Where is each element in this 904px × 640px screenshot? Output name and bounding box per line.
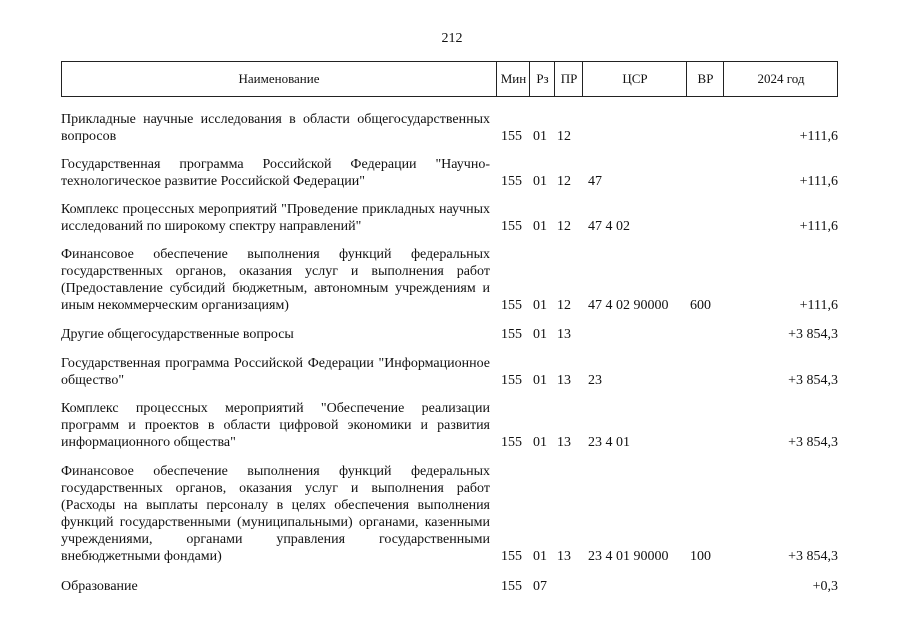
row-min: 155 xyxy=(501,327,522,342)
row-name: Финансовое обеспечение выполнения функций федеральных государственных органов, оказания услуг и выполнения работ (Предоставление субсидий бюджетным, автономным учреждениям и иным некоммерческим организациям) xyxy=(61,247,490,313)
table-row xyxy=(61,111,838,145)
row-pr: 12 xyxy=(557,129,571,144)
table-header xyxy=(61,61,838,97)
row-pr: 12 xyxy=(557,219,571,234)
table-row xyxy=(61,400,838,451)
row-csr: 47 xyxy=(588,174,602,189)
table-row xyxy=(61,463,838,565)
row-name: Комплекс процессных мероприятий "Проведение прикладных научных исследований по широкому спектру направлений" xyxy=(61,202,490,234)
header-name: Наименование xyxy=(238,71,320,86)
row-rz: 07 xyxy=(533,579,547,594)
row-min: 155 xyxy=(501,549,522,564)
row-csr: 47 4 02 xyxy=(588,219,630,234)
row-csr: 23 xyxy=(588,373,602,388)
row-csr: 23 4 01 xyxy=(588,435,630,450)
page-number: 212 xyxy=(441,31,463,46)
row-value: +3 854,3 xyxy=(788,327,838,342)
row-pr: 13 xyxy=(557,549,571,564)
row-name: Образование xyxy=(61,579,138,594)
row-name: Другие общегосударственные вопросы xyxy=(61,327,294,342)
row-vr: 600 xyxy=(690,298,711,313)
row-min: 155 xyxy=(501,129,522,144)
row-name: Государственная программа Российской Федерации "Научно-технологическое развитие Российской Федерации" xyxy=(61,157,490,189)
row-pr: 12 xyxy=(557,174,571,189)
row-name: Прикладные научные исследования в области общегосударственных вопросов xyxy=(61,112,490,144)
row-min: 155 xyxy=(501,435,522,450)
row-vr: 100 xyxy=(690,549,711,564)
row-rz: 01 xyxy=(533,373,547,388)
row-value: +111,6 xyxy=(799,174,838,189)
header-pr: ПР xyxy=(554,62,583,96)
row-value: +3 854,3 xyxy=(788,373,838,388)
row-pr: 13 xyxy=(557,435,571,450)
row-name: Государственная программа Российской Федерации "Информационное общество" xyxy=(61,356,490,388)
row-rz: 01 xyxy=(533,549,547,564)
table-row xyxy=(61,355,838,389)
header-rz: Рз xyxy=(529,62,555,96)
table-row xyxy=(61,326,838,343)
table-row xyxy=(61,156,838,190)
row-min: 155 xyxy=(501,174,522,189)
header-csr: ЦСР xyxy=(582,62,687,96)
row-name: Комплекс процессных мероприятий "Обеспечение реализации программ и проектов в области цифровой экономики и развития информационного общества" xyxy=(61,401,490,450)
row-pr: 12 xyxy=(557,298,571,313)
table-row xyxy=(61,201,838,235)
row-min: 155 xyxy=(501,219,522,234)
row-value: +3 854,3 xyxy=(788,549,838,564)
header-vr: ВР xyxy=(686,62,724,96)
row-min: 155 xyxy=(501,298,522,313)
row-min: 155 xyxy=(501,373,522,388)
row-rz: 01 xyxy=(533,219,547,234)
row-min: 155 xyxy=(501,579,522,594)
row-rz: 01 xyxy=(533,327,547,342)
row-value: +111,6 xyxy=(799,219,838,234)
row-rz: 01 xyxy=(533,435,547,450)
row-value: +0,3 xyxy=(812,579,838,594)
row-name: Финансовое обеспечение выполнения функций федеральных государственных органов, оказания услуг и выполнения работ (Расходы на выплаты персоналу в целях обеспечения выполнения функций государственными (муниципальными) органами, казенными учреждениями, органами управления государственными внебюджетными фондами) xyxy=(61,464,490,564)
header-min: Мин xyxy=(496,62,530,96)
row-rz: 01 xyxy=(533,129,547,144)
row-rz: 01 xyxy=(533,174,547,189)
row-csr: 47 4 02 90000 xyxy=(588,298,669,313)
row-value: +111,6 xyxy=(799,298,838,313)
table-row xyxy=(61,578,838,595)
row-pr: 13 xyxy=(557,373,571,388)
row-value: +111,6 xyxy=(799,129,838,144)
row-pr: 13 xyxy=(557,327,571,342)
row-rz: 01 xyxy=(533,298,547,313)
table-row xyxy=(61,246,838,314)
header-year: 2024 год xyxy=(723,62,838,96)
row-csr: 23 4 01 90000 xyxy=(588,549,669,564)
row-value: +3 854,3 xyxy=(788,435,838,450)
